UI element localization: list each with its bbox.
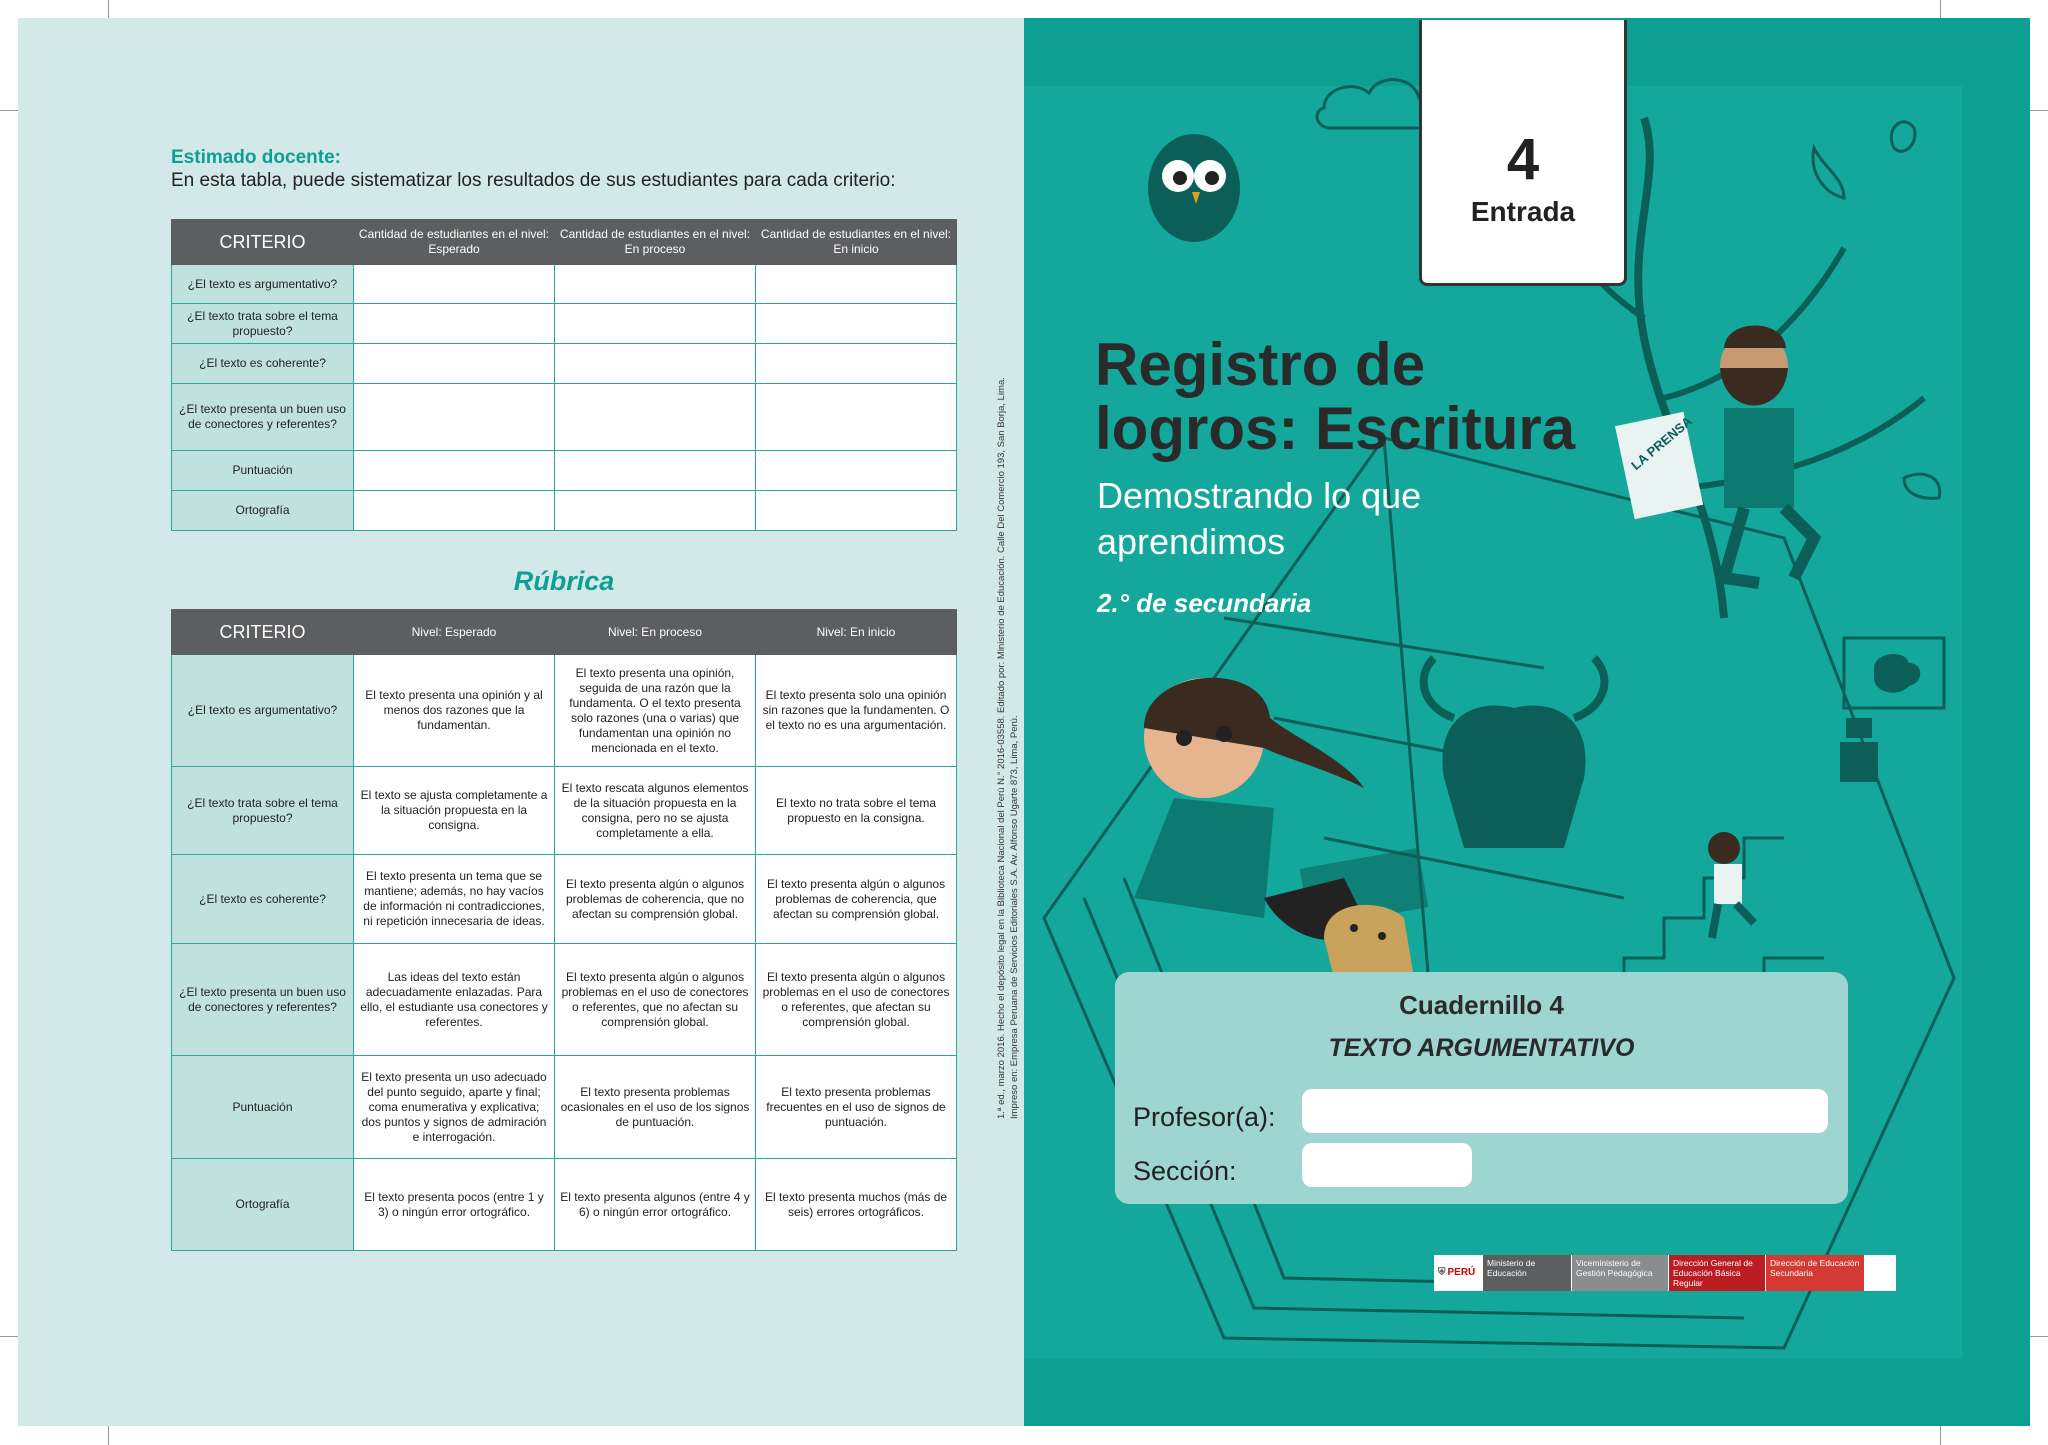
- criterion-cell: Ortografía: [172, 1159, 354, 1251]
- count-cell[interactable]: [555, 451, 756, 491]
- rubric-cell: El texto presenta algún o algunos problemas en el uso de conectores o referentes, que no afectan su comprensión global.: [555, 944, 756, 1056]
- booklet-tab: [1419, 20, 1627, 286]
- booklet-name: Cuadernillo 4: [1399, 990, 1564, 1020]
- teacher-field[interactable]: [1302, 1089, 1828, 1133]
- cover-subtitle: Demostrando lo que aprendimos: [1097, 475, 1422, 562]
- tab-label: Entrada: [1470, 196, 1576, 227]
- table-row: [172, 655, 957, 767]
- rubric-cell: El texto presenta algún o algunos problemas en el uso de conectores o referentes, que afectan su comprensión global.: [756, 944, 957, 1056]
- table-row: [172, 384, 957, 451]
- count-cell[interactable]: [756, 451, 957, 491]
- intro-text: En esta tabla, puede sistematizar los resultados de sus estudiantes para cada criterio:: [171, 170, 896, 191]
- table-header: Cantidad de estudiantes en el nivel: En inicio: [756, 220, 957, 265]
- logo-org: Dirección General de Educación Básica Regular: [1668, 1255, 1765, 1291]
- teacher-label: Profesor(a):: [1133, 1102, 1276, 1132]
- table-row: [172, 304, 957, 344]
- table-row: [172, 451, 957, 491]
- criterion-cell: Puntuación: [172, 1056, 354, 1159]
- rubric-cell: El texto no trata sobre el tema propuesto en la consigna.: [756, 767, 957, 855]
- count-cell[interactable]: [354, 491, 555, 531]
- rubric-cell: Las ideas del texto están adecuadamente enlazadas. Para ello, el estudiante usa conectores y referentes.: [354, 944, 555, 1056]
- rubric-cell: El texto presenta solo una opinión sin razones que la fundamenten. O el texto no es una argumentación.: [756, 655, 957, 767]
- table-row: [172, 491, 957, 531]
- ministry-logo: [1434, 1255, 1896, 1291]
- rubric-cell: El texto presenta un tema que se mantiene; además, no hay vacíos de información ni contradicciones, ni repetición innecesaria de ideas.: [354, 855, 555, 944]
- rubric-cell: El texto presenta algún o algunos problemas de coherencia, que afectan su comprensión global.: [756, 855, 957, 944]
- count-cell[interactable]: [555, 384, 756, 451]
- count-cell[interactable]: [354, 451, 555, 491]
- criterion-cell: ¿El texto presenta un buen uso de conectores y referentes?: [172, 384, 354, 451]
- brain-chart-icon: [1844, 638, 1944, 708]
- section-label: Sección:: [1133, 1156, 1237, 1186]
- table-header: Nivel: En inicio: [756, 610, 957, 655]
- criterion-cell: ¿El texto presenta un buen uso de conectores y referentes?: [172, 944, 354, 1056]
- rubric-cell: El texto presenta problemas frecuentes en el uso de signos de puntuación.: [756, 1056, 957, 1159]
- criterion-cell: ¿El texto es argumentativo?: [172, 655, 354, 767]
- cover-title-line: logros: Escritura: [1095, 395, 1576, 462]
- rubric-cell: El texto presenta algunos (entre 4 y 6) o ningún error ortográfico.: [555, 1159, 756, 1251]
- bull-icon: [1424, 658, 1605, 848]
- robot-icon: [1840, 718, 1878, 782]
- rubric-cell: El texto presenta muchos (más de seis) errores ortográficos.: [756, 1159, 957, 1251]
- table-header: Cantidad de estudiantes en el nivel: En proceso: [555, 220, 756, 265]
- criterion-cell: ¿El texto es coherente?: [172, 855, 354, 944]
- rubric-cell: El texto se ajusta completamente a la situación propuesta en la consigna.: [354, 767, 555, 855]
- grade-label: 2.° de secundaria: [1097, 588, 1312, 618]
- table-row: [172, 344, 957, 384]
- criterion-cell: ¿El texto trata sobre el tema propuesto?: [172, 767, 354, 855]
- logo-org: Ministerio de Educación: [1482, 1255, 1571, 1291]
- rubric-cell: El texto rescata algunos elementos de la situación propuesta en la consigna, pero no se ajusta completamente a ella.: [555, 767, 756, 855]
- table-header: Cantidad de estudiantes en el nivel: Esperado: [354, 220, 555, 265]
- imprint-line: 1.ª ed., marzo 2016. Hecho el depósito legal en la Biblioteca Nacional del Perú N.° 2016-03558. Editado por: Ministerio de Educación. Calle Del Comercio 193, San Borja, Lima.: [996, 377, 1007, 1119]
- table-row: [172, 265, 957, 304]
- cover-title-line: Registro de: [1095, 331, 1426, 398]
- table-row: [172, 944, 957, 1056]
- peru-logo: [1434, 1255, 1482, 1291]
- rubric-cell: El texto presenta algún o algunos problemas de coherencia, que no afectan su comprensión global.: [555, 855, 756, 944]
- rubric-cell: El texto presenta pocos (entre 1 y 3) o ningún error ortográfico.: [354, 1159, 555, 1251]
- count-cell[interactable]: [354, 384, 555, 451]
- rubric-table: [171, 609, 957, 1251]
- rubric-cell: El texto presenta una opinión y al menos dos razones que la fundamentan.: [354, 655, 555, 767]
- table-row: [172, 855, 957, 944]
- criterion-cell: ¿El texto trata sobre el tema propuesto?: [172, 304, 354, 344]
- count-cell[interactable]: [756, 384, 957, 451]
- booklet-type: TEXTO ARGUMENTATIVO: [1328, 1034, 1635, 1062]
- criterion-cell: Puntuación: [172, 451, 354, 491]
- tab-number: 4: [1506, 127, 1540, 192]
- count-cell[interactable]: [354, 344, 555, 384]
- count-cell[interactable]: [756, 491, 957, 531]
- table-header: CRITERIO: [172, 610, 354, 655]
- count-cell[interactable]: [756, 344, 957, 384]
- child-climbing-icon: [1708, 832, 1754, 938]
- cover-title: [1095, 333, 1575, 461]
- greeting: Estimado docente:: [171, 147, 341, 168]
- table-header: Nivel: Esperado: [354, 610, 555, 655]
- jaguar-icon: [1324, 905, 1414, 978]
- count-cell[interactable]: [555, 344, 756, 384]
- count-cell[interactable]: [555, 265, 756, 304]
- crop-mark: [1940, 1423, 1941, 1445]
- rubric-cell: El texto presenta un uso adecuado del punto seguido, aparte y final; coma enumerativa y explicativa; dos puntos y signos de admiración e interrogación.: [354, 1056, 555, 1159]
- table-row: [172, 1159, 957, 1251]
- logo-org: Viceministerio de Gestión Pedagógica: [1571, 1255, 1668, 1291]
- rubric-cell: El texto presenta problemas ocasionales en el uso de los signos de puntuación.: [555, 1056, 756, 1159]
- rubric-cell: El texto presenta una opinión, seguida de una razón que la fundamenta. O el texto presenta solo razones (una o varias) que fundamentan una opinión no mencionada en el texto.: [555, 655, 756, 767]
- owl-icon: [1148, 134, 1240, 242]
- criterion-cell: ¿El texto es argumentativo?: [172, 265, 354, 304]
- table-row: [172, 1056, 957, 1159]
- table-header: Nivel: En proceso: [555, 610, 756, 655]
- count-cell[interactable]: [354, 304, 555, 344]
- count-cell[interactable]: [555, 491, 756, 531]
- shield-icon: ⛨: [1438, 1267, 1446, 1278]
- criterion-cell: ¿El texto es coherente?: [172, 344, 354, 384]
- girl-icon: [1134, 678, 1364, 940]
- imprint-line: Impreso en: Empresa Peruana de Servicios Editoriales S.A. Av. Alfonso Ugarte 873, Lima, Perú.: [1009, 715, 1020, 1119]
- booklet-info-panel: [1115, 972, 1848, 1204]
- count-cell[interactable]: [354, 265, 555, 304]
- logo-org: Dirección de Educación Secundaria: [1765, 1255, 1864, 1291]
- count-cell[interactable]: [756, 304, 957, 344]
- newspaper-label: LA PRENSA: [1628, 413, 1695, 473]
- results-table: [171, 219, 957, 531]
- country-label: PERÚ: [1447, 1267, 1476, 1278]
- table-header: CRITERIO: [172, 220, 354, 265]
- imprint-notice: [990, 360, 1018, 1120]
- table-row: [172, 767, 957, 855]
- crop-mark: [108, 1423, 109, 1445]
- count-cell[interactable]: [756, 265, 957, 304]
- section-field[interactable]: [1302, 1143, 1472, 1187]
- count-cell[interactable]: [555, 304, 756, 344]
- rubric-title: Rúbrica: [513, 566, 615, 596]
- criterion-cell: Ortografía: [172, 491, 354, 531]
